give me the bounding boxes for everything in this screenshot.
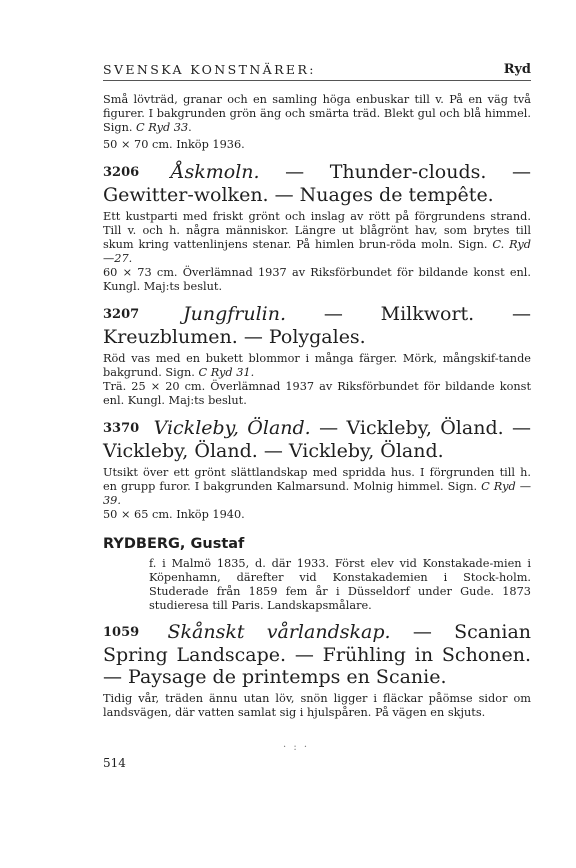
entry-number: 3206 (103, 165, 140, 180)
printing-specks: · : · (283, 742, 310, 753)
artist-bio: f. i Malmö 1835, d. där 1933. Först elev vid Konstakade-mien i Köpenhamn, därefter vid Konstakademien i Stock-holm. Studerade från 1859 fem år i Düsseldorf under Gude. 1873 studieresa till Paris. Landskapsmålare. (149, 557, 531, 612)
entry-number: 3207 (103, 307, 140, 322)
entry-description-text: Utsikt över ett grönt slättlandskap med spridda hus. I förgrunden till h. en grupp furor. I bakgrunden Kalmarsund. Molnig himmel. Sign. (103, 466, 531, 493)
catalogue-entry (103, 161, 531, 294)
artist-block (103, 536, 531, 613)
entry-signature: C. Ryd —27. (103, 238, 532, 265)
entry-number: 3370 (103, 421, 140, 436)
entry-heading (103, 621, 531, 688)
entry-description: Tidig vår, träden ännu utan löv, snön ligger i fläckar påömse sidor om landsvägen, där vatten samlat sig i hjulspåren. På vägen en skjuts. (103, 692, 531, 719)
intro-signature: C Ryd 33 (136, 121, 189, 134)
catalogue-entry (103, 417, 531, 522)
entry-signature: C Ryd —39. (103, 480, 532, 507)
intro-text: Små lövträd, granar och en samling höga enbuskar till v. På en väg två figurer. I bakgrunden grön äng och smärta träd. Blekt gul och blå himmel. Sign. C Ryd 33. (103, 93, 531, 134)
entry-title: Jungfrulin. (182, 303, 287, 325)
entry-details: 50 × 65 cm. Inköp 1940. (103, 508, 245, 521)
entry-description-text: Röd vas med en bukett blommor i många färger. Mörk, mångskif-tande bakgrund. Sign. (103, 352, 531, 379)
entry-heading (103, 417, 531, 462)
page (103, 62, 531, 720)
entry-translations: — Thunder-clouds. — Gewitter-wolken. — Nuages de tempête. (103, 161, 531, 206)
intro-description: Små lövträd, granar och en samling höga enbuskar till v. På en väg två figurer. I bakgrunden grön äng och smärta träd. Blekt gul och blå himmel. Sign. (103, 93, 531, 134)
catalogue-entry (103, 621, 531, 720)
entry-translations: — Vickleby, Öland. — Vickleby, Öland. — Vickleby, Öland. (103, 417, 532, 462)
running-header-title: SVENSKA KONSTNÄRER: (103, 62, 316, 77)
entry-translations: — Scanian Spring Landscape. — Frühling in Schonen. — Paysage de printemps en Scanie. (103, 621, 532, 688)
entry-details: 60 × 73 cm. Överlämnad 1937 av Riksförbundet för bildande konst enl. Kungl. Maj:ts beslut. (103, 266, 531, 293)
running-header (103, 62, 531, 81)
entry-description (103, 210, 531, 266)
entry-title: Åskmoln. (170, 161, 260, 183)
entry-number: 1059 (103, 625, 140, 640)
entry-title: Skånskt vårlandskap. (167, 621, 391, 643)
running-header-section: Ryd (503, 62, 531, 77)
entry-signature: C Ryd 31. (198, 366, 255, 379)
entry-description (103, 352, 531, 380)
intro-details: 50 × 70 cm. Inköp 1936. (103, 138, 245, 151)
entry-translations: — Milkwort. — Kreuzblumen. — Polygales. (103, 303, 531, 348)
entry-description (103, 466, 531, 508)
entry-details: Trä. 25 × 20 cm. Överlämnad 1937 av Riksförbundet för bildande konst enl. Kungl. Maj:ts beslut. (103, 380, 531, 407)
intro-block (103, 93, 531, 152)
catalogue-entry (103, 303, 531, 408)
entry-title: Vickleby, Öland. (153, 417, 311, 439)
entry-heading (103, 161, 531, 206)
page-number: 514 (103, 756, 126, 770)
entry-description-text: Ett kustparti med friskt grönt och inslag av rött på förgrundens strand. Till v. och h. några människor. Längre ut blågrönt hav, som brytes till skum kring vattenlinjens stenar. På himlen brun-röda moln. Sign. (103, 210, 531, 251)
entry-heading (103, 303, 531, 348)
artist-name: RYDBERG, Gustaf (103, 536, 245, 552)
